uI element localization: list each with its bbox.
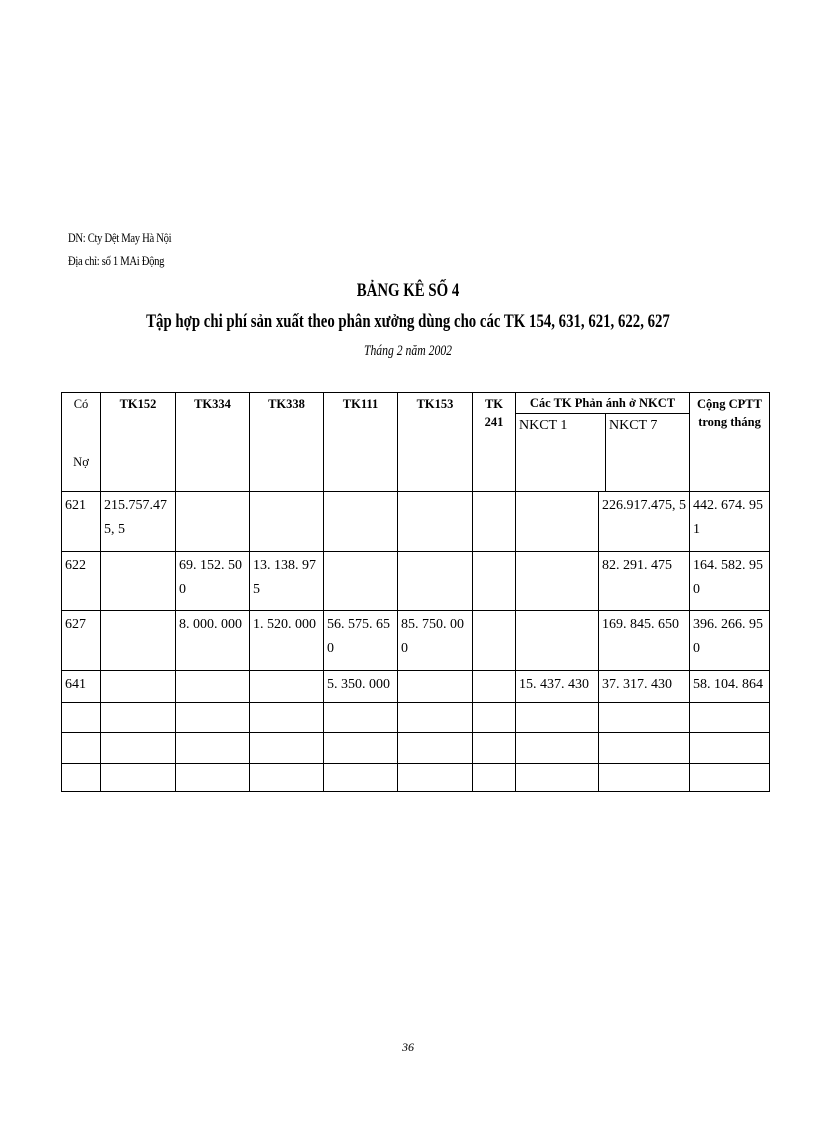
empty-row — [62, 703, 770, 733]
empty-row — [62, 764, 770, 792]
organization-name: DN: Cty Dệt May Hà Nội — [68, 230, 172, 245]
nkct1-cell — [516, 611, 599, 671]
tk241-cell — [473, 611, 516, 671]
total-cell: 164. 582. 950 — [690, 552, 770, 611]
table-row — [62, 492, 770, 552]
total-cell: 442. 674. 951 — [690, 492, 770, 552]
empty-row — [62, 733, 770, 764]
account-cell: 621 — [62, 492, 101, 552]
header-no: Nợ — [73, 455, 89, 469]
tk152-cell — [101, 671, 176, 703]
tk338-cell — [250, 671, 324, 703]
tk334-cell: 8. 000. 000 — [176, 611, 250, 671]
header-nkct1: NKCT 1 — [516, 414, 606, 491]
nkct7-cell: 169. 845. 650 — [599, 611, 690, 671]
nkct-group-label: Các TK Phản ánh ở NKCT — [516, 393, 689, 414]
tk152-cell — [101, 611, 176, 671]
tk334-cell — [176, 492, 250, 552]
document-period: Tháng 2 năm 2002 — [363, 343, 453, 359]
tk111-cell: 56. 575. 650 — [324, 611, 398, 671]
nkct7-cell: 37. 317. 430 — [599, 671, 690, 703]
tk153-cell: 85. 750. 000 — [398, 611, 473, 671]
tk153-cell — [398, 492, 473, 552]
tk241-cell — [473, 671, 516, 703]
nkct1-cell: 15. 437. 430 — [516, 671, 599, 703]
tk338-cell — [250, 492, 324, 552]
tk111-cell — [324, 492, 398, 552]
tk241-cell — [473, 552, 516, 611]
document-subtitle: Tập hợp chi phí sản xuất theo phân xưởng dùng cho các TK 154, 631, 621, 622, 627 — [146, 311, 670, 332]
account-cell: 627 — [62, 611, 101, 671]
nkct1-cell — [516, 492, 599, 552]
header-nkct-group — [516, 393, 690, 492]
tk334-cell: 69. 152. 500 — [176, 552, 250, 611]
header-tk152: TK152 — [101, 393, 176, 492]
ledger-table — [61, 392, 770, 792]
tk153-cell — [398, 552, 473, 611]
total-cell: 396. 266. 950 — [690, 611, 770, 671]
nkct1-cell — [516, 552, 599, 611]
tk152-cell — [101, 552, 176, 611]
document-title: BẢNG KÊ SỐ 4 — [356, 280, 460, 301]
header-nkct7: NKCT 7 — [609, 418, 658, 433]
table-row — [62, 611, 770, 671]
tk111-cell — [324, 552, 398, 611]
header-tk334: TK334 — [176, 393, 250, 492]
header-tk338: TK338 — [250, 393, 324, 492]
organization-address: Địa chỉ: số 1 MAi Động — [68, 253, 165, 268]
table-row — [62, 671, 770, 703]
header-tk111: TK111 — [324, 393, 398, 492]
corner-header-cell — [62, 393, 101, 492]
tk241-cell — [473, 492, 516, 552]
header-tk241: TK 241 — [473, 393, 516, 492]
page-number: 36 — [402, 1040, 414, 1054]
header-total: Cộng CPTT trong tháng — [690, 393, 770, 492]
tk334-cell — [176, 671, 250, 703]
total-cell: 58. 104. 864 — [690, 671, 770, 703]
table-row — [62, 552, 770, 611]
nkct7-cell: 82. 291. 475 — [599, 552, 690, 611]
tk153-cell — [398, 671, 473, 703]
header-co: Có — [73, 397, 89, 411]
table-header-row — [62, 393, 770, 492]
tk338-cell: 13. 138. 975 — [250, 552, 324, 611]
tk111-cell: 5. 350. 000 — [324, 671, 398, 703]
header-tk153: TK153 — [398, 393, 473, 492]
account-cell: 622 — [62, 552, 101, 611]
nkct7-cell: 226.917.475, 5 — [599, 492, 690, 552]
account-cell: 641 — [62, 671, 101, 703]
tk338-cell: 1. 520. 000 — [250, 611, 324, 671]
tk152-cell: 215.757.475, 5 — [101, 492, 176, 552]
